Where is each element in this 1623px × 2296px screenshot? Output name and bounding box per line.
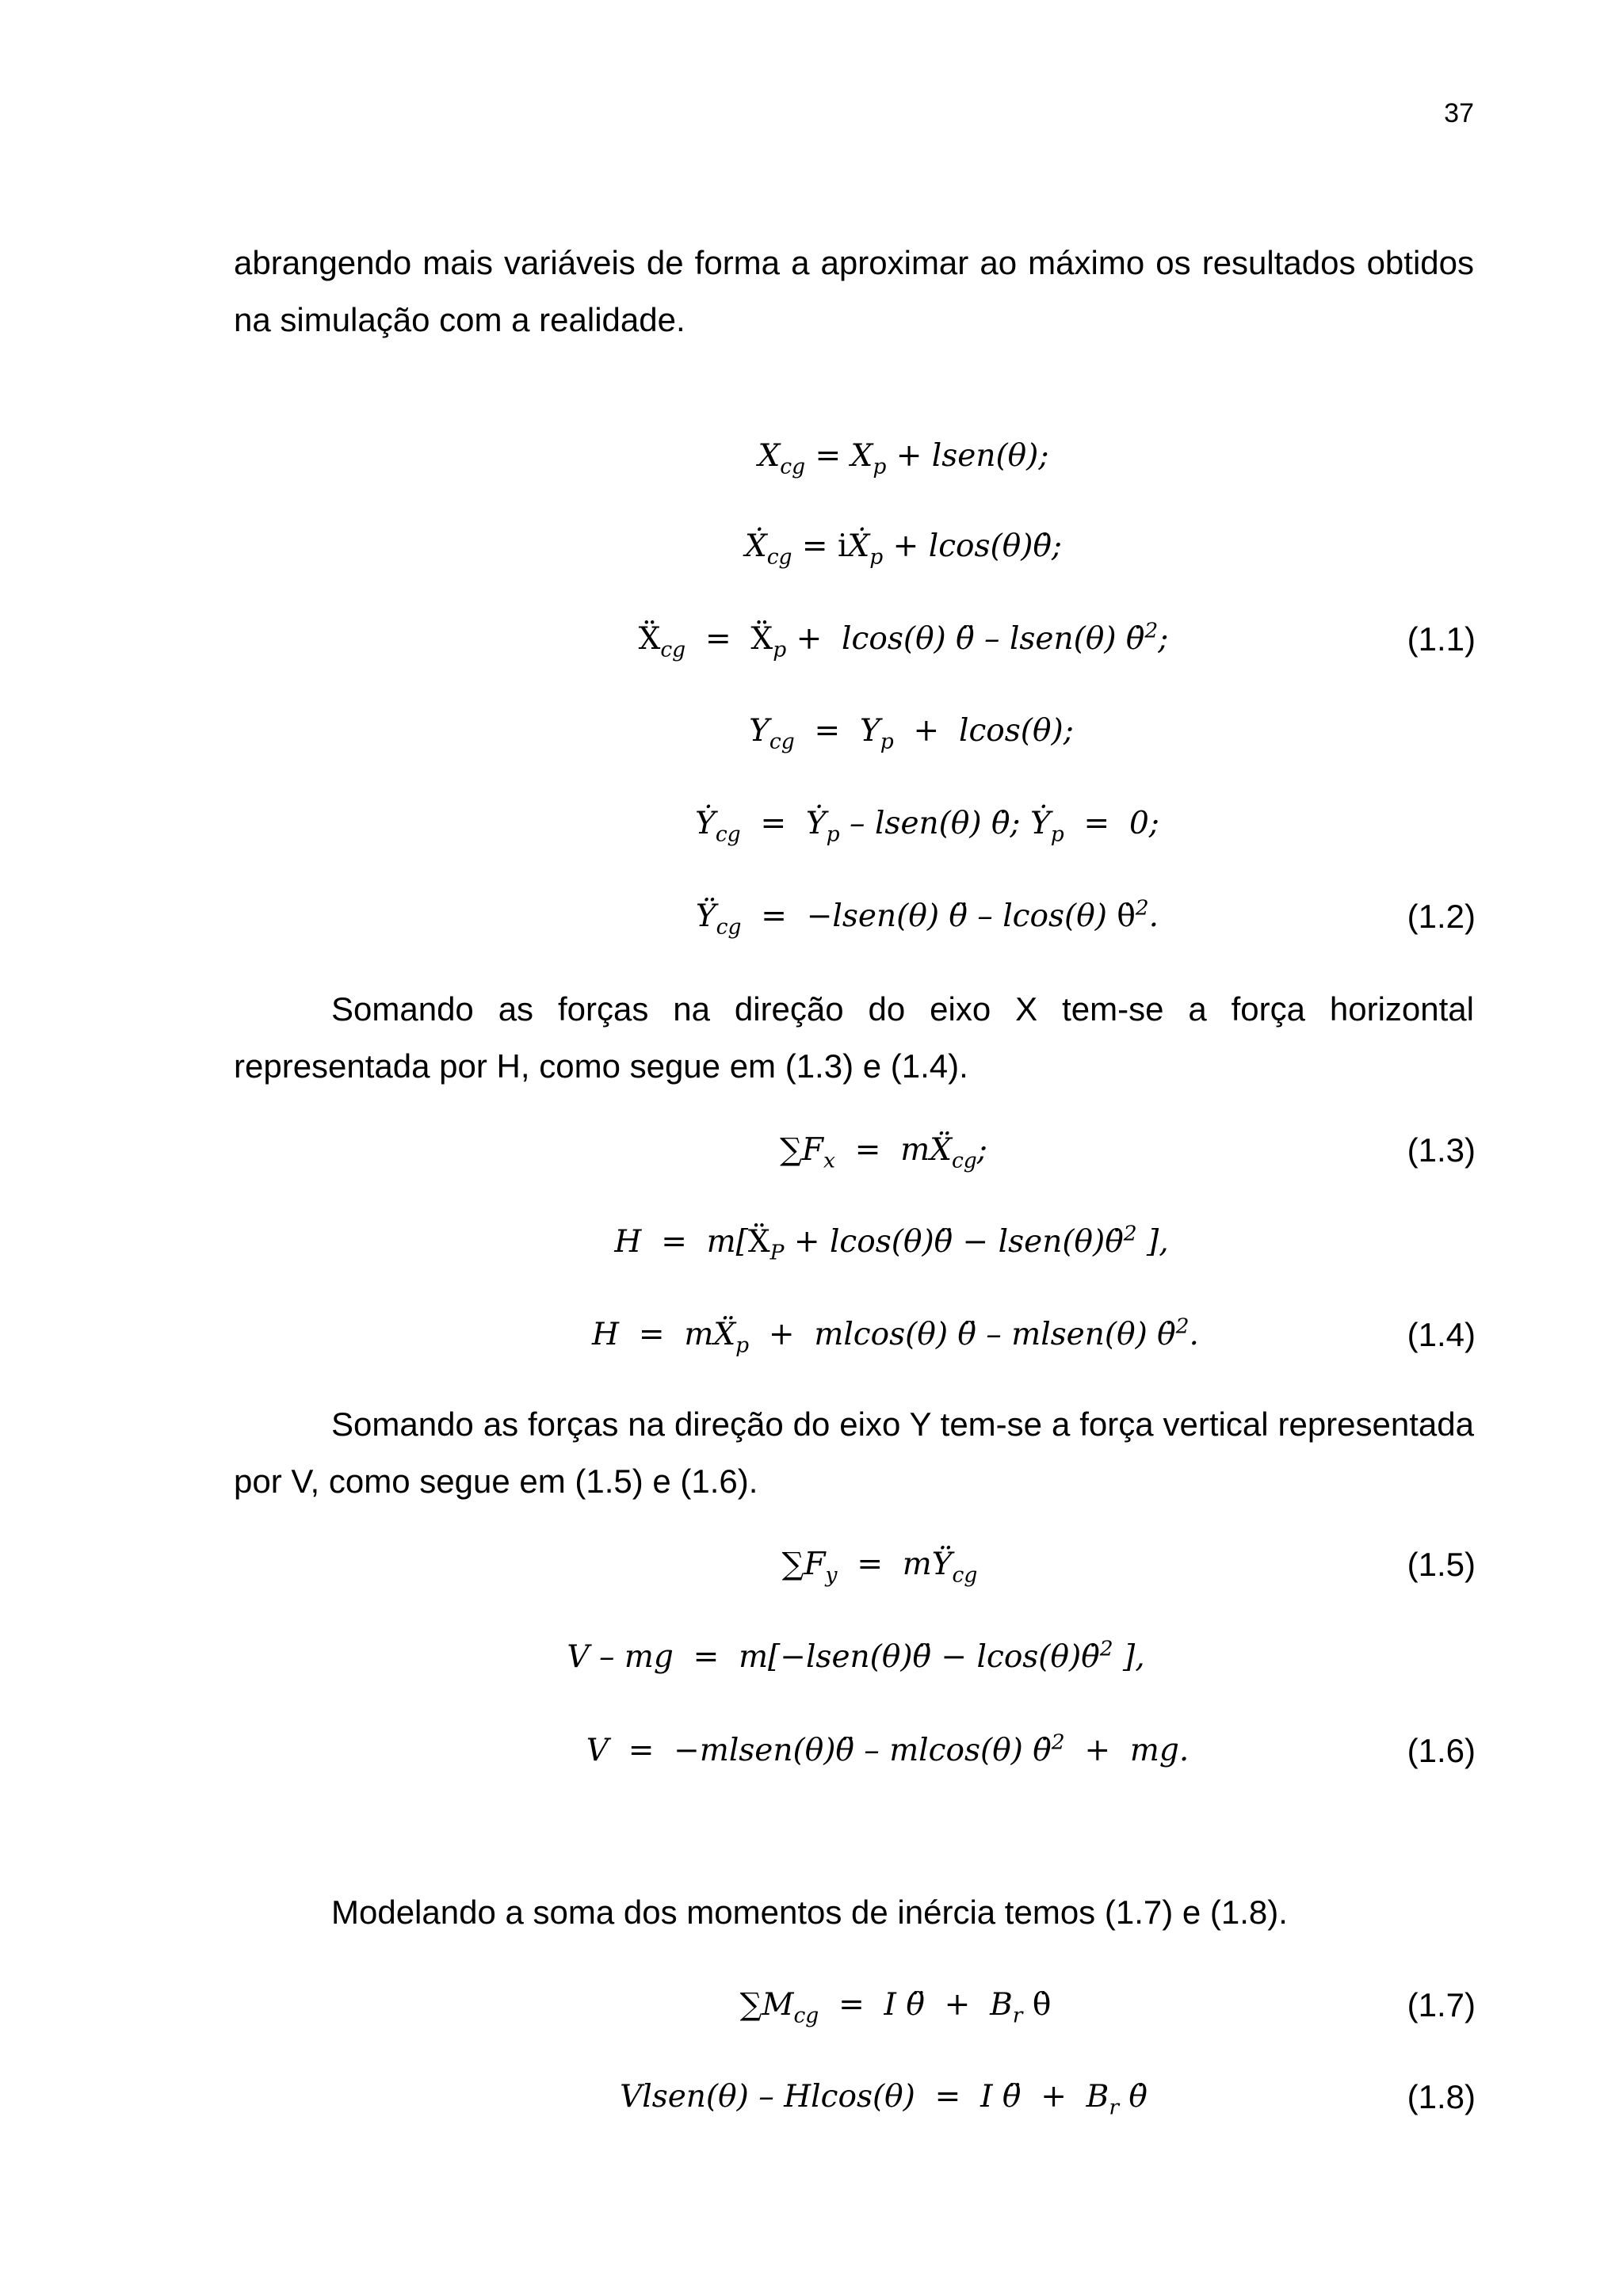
paragraph-intro <box>234 235 1474 349</box>
equation-y-cg-dot <box>0 800 1623 848</box>
equation-number: (1.8) <box>1407 2078 1476 2115</box>
equation-h-expanded <box>0 1219 1623 1266</box>
paragraph-line: representada por H, como segue em (1.3) e (1.4). <box>234 1047 968 1085</box>
equation-formula: H = mẌ$_p$ + mlcos(θ) θ̈ – mlsen(θ) θ̇$^2$. <box>592 1314 1199 1358</box>
equation-formula: $Ÿ_{cg}$ = −lsen(θ) θ̈ – lcos(θ) θ̇$^2$. <box>695 895 1159 940</box>
equation-number: (1.6) <box>1407 1732 1476 1769</box>
equation-formula: V – mg = m[−lsen(θ)θ̈ − lcos(θ)θ̇$^2$ ], <box>567 1636 1145 1675</box>
paragraph-line: abrangendo mais variáveis de forma a aproximar ao máximo os resultados obtidos <box>234 244 1474 281</box>
equation-sum-fx <box>0 1127 1623 1174</box>
equation-v-mg <box>0 1634 1623 1681</box>
paragraph-line: Somando as forças na direção do eixo Y tem-se a força vertical representada <box>331 1405 1474 1443</box>
equation-number: (1.3) <box>1407 1131 1476 1169</box>
equation-y-cg-ddot <box>0 893 1623 940</box>
equation-number: (1.2) <box>1407 898 1476 935</box>
paragraph-horizontal-force <box>234 981 1474 1095</box>
equation-y-cg <box>0 707 1623 755</box>
equation-formula: $\sum M_{cg} = I$ θ̈ + $B_r$ θ̇ <box>739 1987 1052 2028</box>
paragraph-line: na simulação com a realidade. <box>234 301 685 338</box>
page-number: 37 <box>1444 98 1474 128</box>
paragraph-vertical-force <box>234 1396 1474 1510</box>
equation-number: (1.4) <box>1407 1316 1476 1353</box>
equation-x-cg <box>0 433 1623 480</box>
equation-formula: V = −mlsen(θ)θ̈ – mlcos(θ) θ̇$^2$ + mg. <box>586 1730 1190 1768</box>
equation-x-cg-ddot <box>0 616 1623 663</box>
equation-formula: $\sum F_x$ = mẌ$_{cg}$; <box>780 1132 987 1173</box>
paragraph-line: Somando as forças na direção do eixo X tem-se a força horizontal <box>331 990 1474 1028</box>
equation-x-cg-dot <box>0 523 1623 570</box>
paragraph-moments <box>234 1884 1474 1941</box>
equation-number: (1.1) <box>1407 620 1476 658</box>
paragraph-line: por V, como segue em (1.5) e (1.6). <box>234 1463 758 1500</box>
equation-formula: Ẍ$_{cg}$ = Ẍ$_p$ + lcos(θ) θ̈ – lsen(θ) θ̇$^2$; <box>638 618 1169 662</box>
equation-sum-mcg <box>0 1981 1623 2029</box>
equation-sum-fy <box>0 1541 1623 1589</box>
equation-formula: $X_{cg} = X_p$ + lsen(θ); <box>758 438 1049 479</box>
equation-formula: H = m[Ẍ$_P$ + lcos(θ)θ̈ − lsen(θ)θ̇$^2$ ], <box>614 1221 1169 1265</box>
equation-formula: $Y_{cg} = Y_p + lcos(\theta)$; <box>749 713 1074 754</box>
equation-formula: Ẏ$_{cg}$ = Ẏ$_p$ – lsen(θ) θ̇; Ẏ$_p$ = 0; <box>695 806 1159 847</box>
equation-number: (1.7) <box>1407 1986 1476 2023</box>
equation-v-final <box>0 1727 1623 1775</box>
equation-h-final <box>0 1311 1623 1359</box>
equation-moment-balance <box>0 2073 1623 2121</box>
paragraph-line: Modelando a soma dos momentos de inércia temos (1.7) e (1.8). <box>331 1894 1288 1931</box>
equation-formula: Ẋ$_{cg}$ = iẊ$_p$ + lcos(θ)θ̇; <box>744 528 1063 570</box>
equation-formula: $\sum F_y$ = $mŸ_{cg}$ <box>781 1547 978 1588</box>
equation-number: (1.5) <box>1407 1546 1476 1583</box>
equation-formula: Vlsen(θ) – Hlcos(θ) = I θ̈ + $B_r$ θ̇ <box>620 2079 1148 2120</box>
